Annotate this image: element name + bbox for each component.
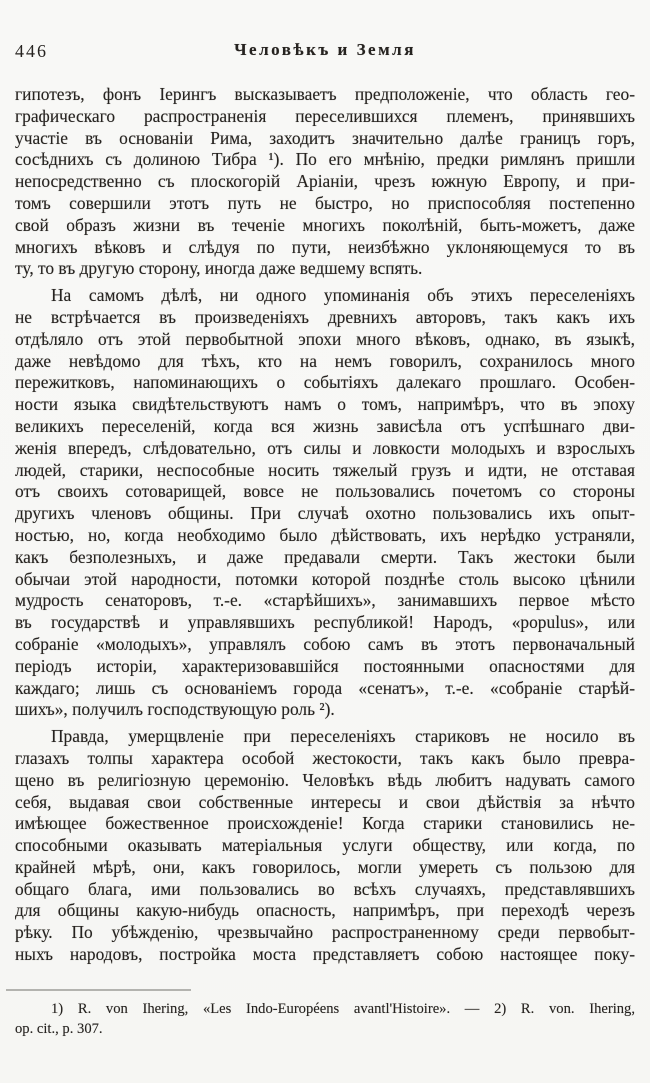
- text-line: ностью, но, когда необходимо было дѣйствовать, ихъ нерѣдко устраняли,: [15, 524, 635, 545]
- text-line: сосѣднихъ съ долиною Тибра ¹). По его мнѣнію, предки римлянъ пришли: [15, 149, 635, 170]
- text-line: На самомъ дѣлѣ, ни одного упоминанія объ этихъ переселеніяхъ: [51, 285, 635, 306]
- text-line: другихъ членовъ общины. При случаѣ охотно пользовались ихъ опыт-: [15, 503, 635, 524]
- paragraph-2: [15, 285, 635, 721]
- running-title: Человѣкъ и Земля: [234, 40, 416, 59]
- text-line: гипотезъ, фонъ Іерингъ высказываетъ предположеніе, что область гео-: [15, 84, 635, 104]
- text-line: періодъ исторіи, характеризовавшійся постоянными опасностями для: [15, 655, 635, 676]
- text-line: какъ безполезныхъ, и даже предавали смерти. Такъ жестоки были: [15, 546, 635, 567]
- footnote-line: op. cit., p. 307.: [15, 1020, 103, 1037]
- text-line: непосредственно съ плоскогорій Аріаніи, чрезъ южную Европу, и при-: [15, 171, 635, 192]
- text-line: въ государствѣ и управлявшихъ республикой! Народъ, «populus», или: [15, 612, 635, 633]
- text-line: мудрость сенаторовъ, т.-е. «старѣйшихъ», занимавшихъ первое мѣсто: [15, 590, 635, 611]
- paragraph-1: [15, 84, 635, 280]
- footnotes: [15, 1000, 635, 1039]
- text-line: женія впередъ, слѣдовательно, отъ силы и ловкости молодыхъ и взрослыхъ: [15, 437, 635, 458]
- text-line: Правда, умерщвленіе при переселеніяхъ стариковъ не носило въ: [51, 726, 635, 747]
- page-number: 446: [15, 41, 48, 61]
- text-line: графическаго распространенія переселившихся племенъ, принявшихъ: [15, 105, 635, 126]
- text-line: даже невѣдомо для тѣхъ, кто на немъ говорилъ, сохранилось много: [15, 350, 635, 371]
- text-line: пережитковъ, напоминающихъ о событіяхъ далекаго прошлаго. Особен-: [15, 372, 635, 393]
- text-line: способными оказывать матеріальныя услуги обществу, или когда, по: [15, 835, 635, 856]
- text-line: имѣющее божественное происхожденіе! Когда старики становились не-: [15, 813, 635, 834]
- text-line: собраніе «молодыхъ», управлялъ собою самъ въ этотъ первоначальный: [15, 633, 635, 654]
- text-line: великихъ переселеній, когда вся жизнь зависѣла отъ успѣшнаго дви-: [15, 415, 635, 436]
- text-line: каждаго; лишь съ основаніемъ города «сенатъ», т.-е. «собраніе старѣй-: [15, 677, 635, 698]
- text-line: шихъ», получилъ господствующую роль ²).: [15, 699, 335, 720]
- text-line: общаго блага, ими пользовались во всѣхъ случаяхъ, представлявшихъ: [15, 878, 635, 899]
- footnote-line: 1) R. von Ihering, «Les Indo-Européens avantl'Histoire». — 2) R. von. Ihering,: [51, 1001, 635, 1017]
- text-line: отдѣляло отъ этой первобытной эпохи много вѣковъ, однако, въ языкѣ,: [15, 328, 635, 349]
- text-line: людей, старики, неспособные носить тяжелый грузъ и идти, не отставая: [15, 459, 635, 480]
- text-line: свой образъ жизни въ теченіе многихъ поколѣній, быть-можетъ, даже: [15, 214, 635, 235]
- page-header: [15, 40, 635, 62]
- text-line: участіе въ основаніи Рима, заходитъ значительно далѣе границъ горъ,: [15, 127, 635, 148]
- text-line: обычаи этой народности, потомки которой позднѣе столь высоко цѣнили: [15, 568, 635, 589]
- text-line: себя, выдавая свои собственные интересы и свои дѣйствія за нѣчто: [15, 791, 635, 812]
- text-line: щено въ религіозную церемонію. Человѣкъ вѣдь любитъ надувать самого: [15, 769, 635, 790]
- text-line: отъ своихъ сотоварищей, вовсе не пользовались почетомъ со стороны: [15, 481, 635, 502]
- text-line: крайней мѣрѣ, они, какъ говорилось, могли умереть съ пользою для: [15, 856, 635, 877]
- footnote-separator: [6, 989, 191, 991]
- text-line: рѣку. По убѣжденію, чрезвычайно распространенному среди первобыт-: [15, 922, 635, 943]
- text-line: для общины какую-нибудь опасность, напримѣръ, при переходѣ черезъ: [15, 900, 635, 921]
- text-line: ности языка свидѣтельствуютъ намъ о томъ, напримѣръ, что въ эпоху: [15, 394, 635, 415]
- body-text: [15, 84, 635, 971]
- text-line: ныхъ народовъ, постройка моста представляетъ собою настоящее поку-: [15, 944, 635, 965]
- text-line: томъ совершили этотъ путь не быстро, но приспособляя постепенно: [15, 192, 635, 213]
- text-line: глазахъ толпы характера особой жестокости, такъ какъ было превра-: [15, 747, 635, 768]
- text-line: многихъ вѣковъ и слѣдуя по пути, неизбѣжно уклоняющемуся то въ: [15, 236, 635, 257]
- paragraph-3: [15, 726, 635, 966]
- text-line: ту, то въ другую сторону, иногда даже ведшему вспять.: [15, 258, 423, 279]
- text-line: не встрѣчается въ произведеніяхъ древнихъ авторовъ, такъ какъ ихъ: [15, 306, 635, 327]
